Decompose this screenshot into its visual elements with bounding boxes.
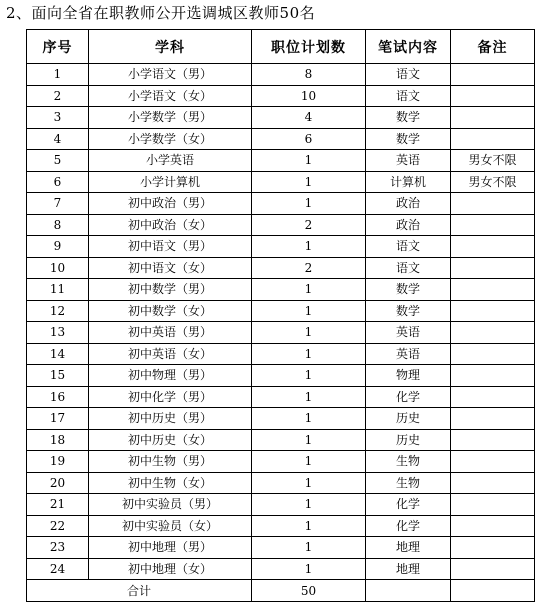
plan-count-cell: 1 [252, 343, 366, 365]
note-cell [451, 451, 535, 473]
note-cell [451, 343, 535, 365]
plan-count-cell: 8 [252, 64, 366, 86]
exam-content-cell: 生物 [366, 472, 451, 494]
row-number-cell: 24 [27, 558, 89, 580]
plan-count-cell: 1 [252, 515, 366, 537]
table-row [27, 128, 535, 150]
exam-content-cell: 语文 [366, 85, 451, 107]
exam-content-cell: 英语 [366, 343, 451, 365]
note-cell [451, 472, 535, 494]
row-number-cell: 13 [27, 322, 89, 344]
header-no: 序号 [27, 30, 89, 64]
note-cell [451, 279, 535, 301]
plan-count-cell: 1 [252, 279, 366, 301]
table-row [27, 214, 535, 236]
table-row [27, 343, 535, 365]
row-number-cell: 17 [27, 408, 89, 430]
note-cell [451, 537, 535, 559]
subject-cell: 小学数学（男） [89, 107, 252, 129]
row-number-cell: 22 [27, 515, 89, 537]
row-number-cell: 21 [27, 494, 89, 516]
subject-cell: 小学英语 [89, 150, 252, 172]
note-cell [451, 429, 535, 451]
note-cell [451, 300, 535, 322]
total-plan: 50 [252, 580, 366, 602]
plan-count-cell: 1 [252, 451, 366, 473]
plan-count-cell: 10 [252, 85, 366, 107]
exam-content-cell: 语文 [366, 64, 451, 86]
subject-cell: 初中生物（男） [89, 451, 252, 473]
note-cell [451, 257, 535, 279]
total-exam-cell [366, 580, 451, 602]
table-body [27, 64, 535, 580]
exam-content-cell: 语文 [366, 257, 451, 279]
subject-cell: 初中数学（男） [89, 279, 252, 301]
header-subject: 学科 [89, 30, 252, 64]
page-title: 2、面向全省在职教师公开选调城区教师50名 [6, 4, 316, 22]
subject-cell: 初中地理（女） [89, 558, 252, 580]
exam-content-cell: 数学 [366, 128, 451, 150]
subject-cell: 初中语文（男） [89, 236, 252, 258]
row-number-cell: 3 [27, 107, 89, 129]
row-number-cell: 14 [27, 343, 89, 365]
subject-cell: 初中数学（女） [89, 300, 252, 322]
exam-content-cell: 政治 [366, 214, 451, 236]
row-number-cell: 12 [27, 300, 89, 322]
note-cell [451, 558, 535, 580]
table-row [27, 408, 535, 430]
subject-cell: 初中物理（男） [89, 365, 252, 387]
table-row [27, 107, 535, 129]
exam-content-cell: 化学 [366, 386, 451, 408]
table-row [27, 171, 535, 193]
plan-count-cell: 2 [252, 257, 366, 279]
exam-content-cell: 数学 [366, 107, 451, 129]
exam-content-cell: 计算机 [366, 171, 451, 193]
row-number-cell: 16 [27, 386, 89, 408]
row-number-cell: 10 [27, 257, 89, 279]
exam-content-cell: 物理 [366, 365, 451, 387]
note-cell [451, 107, 535, 129]
note-cell [451, 214, 535, 236]
exam-content-cell: 地理 [366, 537, 451, 559]
table-row [27, 515, 535, 537]
subject-cell: 初中地理（男） [89, 537, 252, 559]
table-row [27, 494, 535, 516]
plan-count-cell: 1 [252, 494, 366, 516]
row-number-cell: 2 [27, 85, 89, 107]
subject-cell: 初中语文（女） [89, 257, 252, 279]
table-row [27, 257, 535, 279]
subject-cell: 初中生物（女） [89, 472, 252, 494]
row-number-cell: 23 [27, 537, 89, 559]
row-number-cell: 6 [27, 171, 89, 193]
subject-cell: 初中政治（女） [89, 214, 252, 236]
exam-content-cell: 化学 [366, 494, 451, 516]
table-row [27, 558, 535, 580]
row-number-cell: 15 [27, 365, 89, 387]
exam-content-cell: 数学 [366, 300, 451, 322]
subject-cell: 初中化学（男） [89, 386, 252, 408]
subject-cell: 初中英语（女） [89, 343, 252, 365]
plan-count-cell: 1 [252, 193, 366, 215]
subject-cell: 小学语文（女） [89, 85, 252, 107]
plan-count-cell: 1 [252, 558, 366, 580]
table-row [27, 193, 535, 215]
exam-content-cell: 化学 [366, 515, 451, 537]
exam-content-cell: 语文 [366, 236, 451, 258]
plan-count-cell: 1 [252, 472, 366, 494]
plan-count-cell: 1 [252, 322, 366, 344]
note-cell [451, 515, 535, 537]
table-row [27, 64, 535, 86]
table-row [27, 365, 535, 387]
plan-count-cell: 6 [252, 128, 366, 150]
note-cell [451, 236, 535, 258]
note-cell: 男女不限 [451, 171, 535, 193]
note-cell [451, 85, 535, 107]
row-number-cell: 4 [27, 128, 89, 150]
plan-count-cell: 1 [252, 429, 366, 451]
plan-count-cell: 2 [252, 214, 366, 236]
subject-cell: 小学语文（男） [89, 64, 252, 86]
plan-count-cell: 1 [252, 150, 366, 172]
exam-content-cell: 历史 [366, 429, 451, 451]
plan-count-cell: 1 [252, 300, 366, 322]
total-label: 合计 [27, 580, 252, 602]
exam-content-cell: 历史 [366, 408, 451, 430]
note-cell [451, 365, 535, 387]
note-cell: 男女不限 [451, 150, 535, 172]
table-row [27, 386, 535, 408]
table-row [27, 451, 535, 473]
recruitment-table [26, 29, 535, 602]
exam-content-cell: 英语 [366, 322, 451, 344]
row-number-cell: 19 [27, 451, 89, 473]
note-cell [451, 64, 535, 86]
note-cell [451, 128, 535, 150]
table-header-row [27, 30, 535, 64]
subject-cell: 初中英语（男） [89, 322, 252, 344]
table-row [27, 300, 535, 322]
plan-count-cell: 1 [252, 171, 366, 193]
plan-count-cell: 1 [252, 408, 366, 430]
subject-cell: 小学数学（女） [89, 128, 252, 150]
row-number-cell: 5 [27, 150, 89, 172]
header-plan: 职位计划数 [252, 30, 366, 64]
exam-content-cell: 地理 [366, 558, 451, 580]
note-cell [451, 193, 535, 215]
subject-cell: 初中历史（男） [89, 408, 252, 430]
plan-count-cell: 1 [252, 236, 366, 258]
row-number-cell: 20 [27, 472, 89, 494]
header-note: 备注 [451, 30, 535, 64]
exam-content-cell: 生物 [366, 451, 451, 473]
note-cell [451, 386, 535, 408]
plan-count-cell: 1 [252, 537, 366, 559]
subject-cell: 小学计算机 [89, 171, 252, 193]
row-number-cell: 1 [27, 64, 89, 86]
exam-content-cell: 政治 [366, 193, 451, 215]
table-row [27, 85, 535, 107]
header-exam: 笔试内容 [366, 30, 451, 64]
table-row [27, 472, 535, 494]
table-row [27, 429, 535, 451]
subject-cell: 初中历史（女） [89, 429, 252, 451]
table-row [27, 322, 535, 344]
plan-count-cell: 1 [252, 365, 366, 387]
table-row [27, 236, 535, 258]
table-row [27, 537, 535, 559]
total-row [27, 580, 535, 602]
exam-content-cell: 英语 [366, 150, 451, 172]
table-row [27, 279, 535, 301]
table-row [27, 150, 535, 172]
note-cell [451, 408, 535, 430]
subject-cell: 初中实验员（女） [89, 515, 252, 537]
note-cell [451, 494, 535, 516]
row-number-cell: 9 [27, 236, 89, 258]
total-note-cell [451, 580, 535, 602]
plan-count-cell: 1 [252, 386, 366, 408]
subject-cell: 初中政治（男） [89, 193, 252, 215]
row-number-cell: 8 [27, 214, 89, 236]
row-number-cell: 7 [27, 193, 89, 215]
note-cell [451, 322, 535, 344]
plan-count-cell: 4 [252, 107, 366, 129]
subject-cell: 初中实验员（男） [89, 494, 252, 516]
row-number-cell: 11 [27, 279, 89, 301]
exam-content-cell: 数学 [366, 279, 451, 301]
row-number-cell: 18 [27, 429, 89, 451]
